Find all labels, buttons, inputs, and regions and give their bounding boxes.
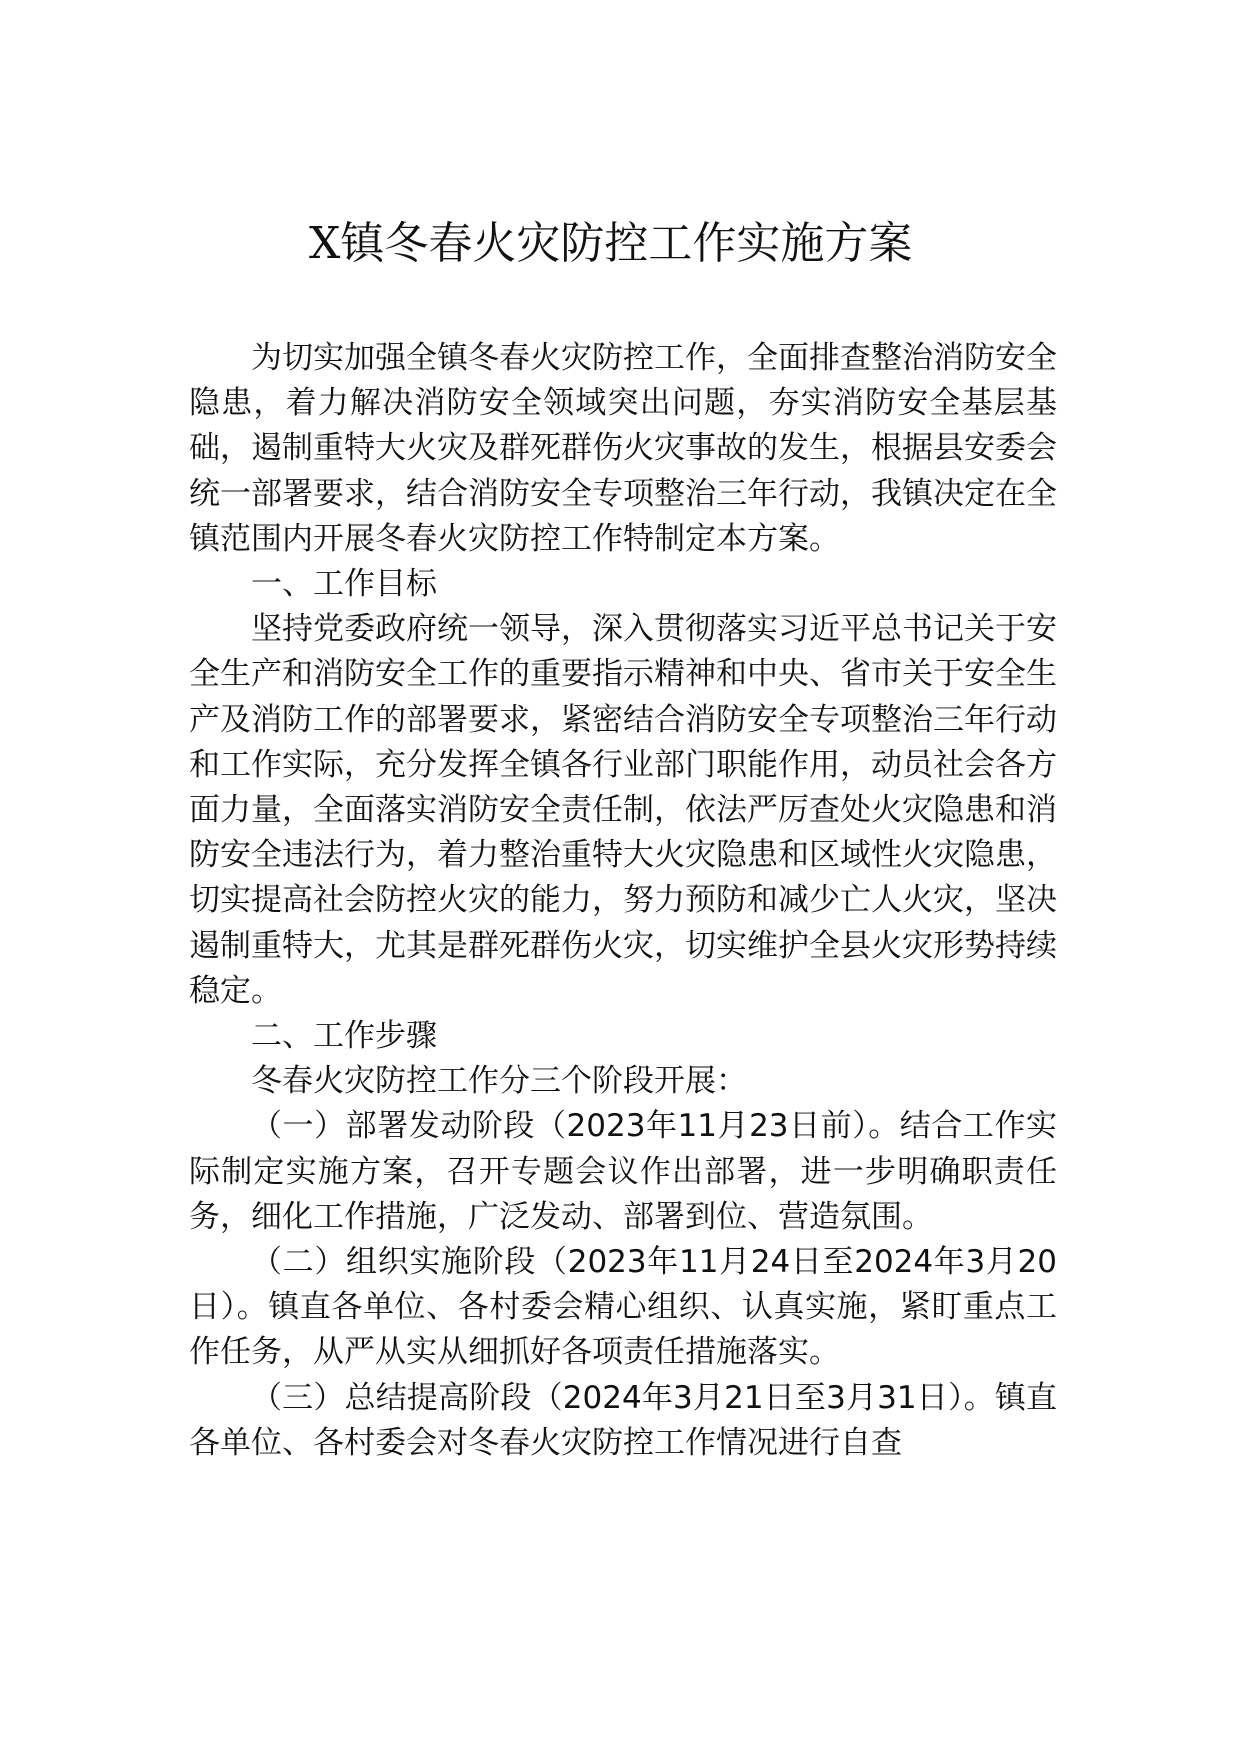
section-heading-goals: 一、工作目标 bbox=[251, 566, 437, 603]
stage-3-paragraph: （三）总结提高阶段（2024年3月21日至3月31日）。镇直各单位、各村委会对冬春火灾防控工作情况进行自查 bbox=[189, 1379, 1057, 1461]
document-title: X镇冬春火灾防控工作实施方案 bbox=[309, 218, 913, 269]
section-heading-steps: 二、工作步骤 bbox=[251, 1018, 437, 1055]
stage-1-paragraph: （一）部署发动阶段（2023年11月23日前）。结合工作实际制定实施方案，召开专题会议作出部署，进一步明确职责任务，细化工作措施，广泛发动、部署到位、营造氛围。 bbox=[189, 1108, 1057, 1235]
stage-2-paragraph: （二）组织实施阶段（2023年11月24日至2024年3月20日）。镇直各单位、各村委会精心组织、认真实施，紧盯重点工作任务，从严从实从细抓好各项责任措施落实。 bbox=[189, 1244, 1057, 1371]
document-page bbox=[189, 214, 1057, 1466]
goals-paragraph: 坚持党委政府统一领导，深入贯彻落实习近平总书记关于安全生产和消防安全工作的重要指示精神和中央、省市关于安全生产及消防工作的部署要求，紧密结合消防安全专项整治三年行动和工作实际，充分发挥全镇各行业部门职能作用，动员社会各方面力量，全面落实消防安全责任制，依法严厉查处火灾隐患和消防安全违法行为，着力整治重特大火灾隐患和区域性火灾隐患，切实提高社会防控火灾的能力，努力预防和减少亡人火灾，坚决遏制重特大，尤其是群死群伤火灾，切实维护全县火灾形势持续稳定。 bbox=[189, 611, 1057, 1009]
steps-lead-paragraph: 冬春火灾防控工作分三个阶段开展： bbox=[251, 1063, 747, 1100]
intro-paragraph: 为切实加强全镇冬春火灾防控工作，全面排查整治消防安全隐患，着力解决消防安全领域突出问题，夯实消防安全基层基础，遏制重特大火灾及群死群伤火灾事故的发生，根据县安委会统一部署要求，结合消防安全专项整治三年行动，我镇决定在全镇范围内开展冬春火灾防控工作特制定本方案。 bbox=[189, 340, 1057, 557]
